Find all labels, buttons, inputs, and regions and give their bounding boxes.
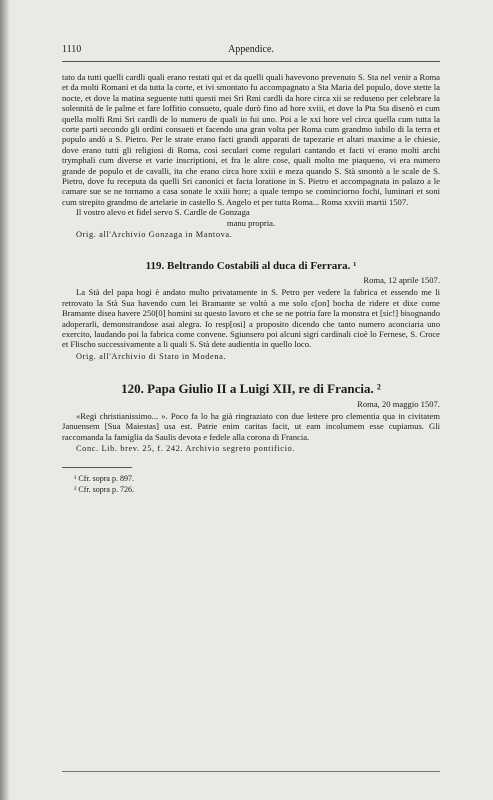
- footnote-rule: [62, 467, 132, 468]
- letter-continued: [62, 72, 440, 241]
- page-body: [62, 72, 440, 495]
- page-number: 1110: [62, 44, 82, 55]
- letter-heading: 120. Papa Giulio II a Luigi XII, re di Francia. ²: [121, 381, 381, 397]
- footnote: ² Cfr. sopra p. 726.: [74, 484, 134, 494]
- letter-119: [62, 261, 440, 363]
- source-note: Orig. all'Archivio Gonzaga in Mantova.: [76, 230, 233, 240]
- footnote: ¹ Cfr. sopra p. 897.: [74, 473, 134, 483]
- header-rule: [62, 61, 440, 62]
- binding-shadow: [0, 0, 10, 800]
- letter-paragraph: tato da tutti quelli cardli quali erano restati qui et da quelli quali havevono prevenuto S. Sta nel venir a Roma et da molti Romani et da tutta la corte, et ivi smontato fu accompagnato a Sta Maria del populo, dove stette la nocte, et dove la matina seguente tutti questi mei Sri Rmi cardli da hore circa xii se reduseno per celebrare la solennità de le palme et fare loffitio consueto, quale durò fino ad hore xviii, et dove la Pta Sta disenò et cum quella molfi Rmi Sri cardli de lo numero de quali io fui uno. Poi a le xxi hore vel circa quella cum tutta la corte parti secondo gli ordini consueti et facendo una gran volta per Roma cum grandmo iubilo di la terra et populo andò a S. Pietro. Per le strate erano facti grandi apparati de tapezarie et altari maxime a le chiesie, dove erano tutti gli religiosi di Roma, così seculari come regulari cantando et facti vi erano molti archi trymphali cum diverse et varie inscriptioni, et fra le altre cose, quali molto me piaqueno, vi era numero grande de populo et de cavalli, ita che erano circa hore xxiii e meza quando S. Stà smontò a le scale de S. Pietro, dove fu receputa da quelli Sri canonici et facta loratione in S. Pietro et accompagnata in palazo a le camare sue se ne tornamo a casa sonate le xxiii hore; a quale tempo se cominciorno fochi, luminari et soni cum strepito grandmo de artelarie in castello S. Angelo et per tutta Roma... Roma xxviii martii 1507.: [62, 72, 440, 207]
- letter-paragraph: «Regi christianissimo... ». Poco fa lo ha già ringraziato con due lettere pro clementia qua in civitatem Januensem [Sua Maiestas] usa est. Patrie enim caritas facit, ut eam incolumem esse cupiamus. Gli raccomanda la famiglia da Saulis devota e fedele alla corona di Francia.: [62, 410, 440, 442]
- running-head: Appendice.: [228, 44, 274, 55]
- source-note: Orig. all'Archivio di Stato in Modena.: [76, 351, 227, 361]
- signature-line-2: manu propria.: [226, 217, 276, 228]
- letter-heading: 119. Beltrando Costabili al duca di Ferrara. ¹: [145, 259, 357, 272]
- letter-date: Roma, 12 aprile 1507.: [363, 274, 440, 285]
- bottom-rule: [62, 771, 440, 772]
- letter-paragraph: La Stà del papa hogi è andato multo privatamente in S. Petro per vedere la fabrica et essendo me li retrovato la Stà Sua havendo cum lei Bramante se voltò a me solo c[on] bocha de ridere et dixe come Bramante disea havere 250[0] homini su questo lavoro et che se ne potria fare la monstra et [sic!] bisognando adoperarli, demonstrandose asai alegra. Io resp[osi] a proposito dicendo che tanto numero aconciaria uno exercito, laudando poi la fabrica come convene. Sgiunsero poi alcuni sigri cardinali cioè lo Fernese, S. Croce et Flischo successivamente a li quali S. Stà dete audientia in quello loco.: [62, 287, 440, 350]
- signature-line: Il vostro alevo et fidel servo S. Cardle de Gonzaga: [76, 207, 250, 218]
- letter-date: Roma, 20 maggio 1507.: [357, 398, 440, 409]
- source-note: Conc. Lib. brev. 25, f. 242. Archivio segreto pontificio.: [76, 444, 296, 454]
- letter-120: [62, 381, 440, 454]
